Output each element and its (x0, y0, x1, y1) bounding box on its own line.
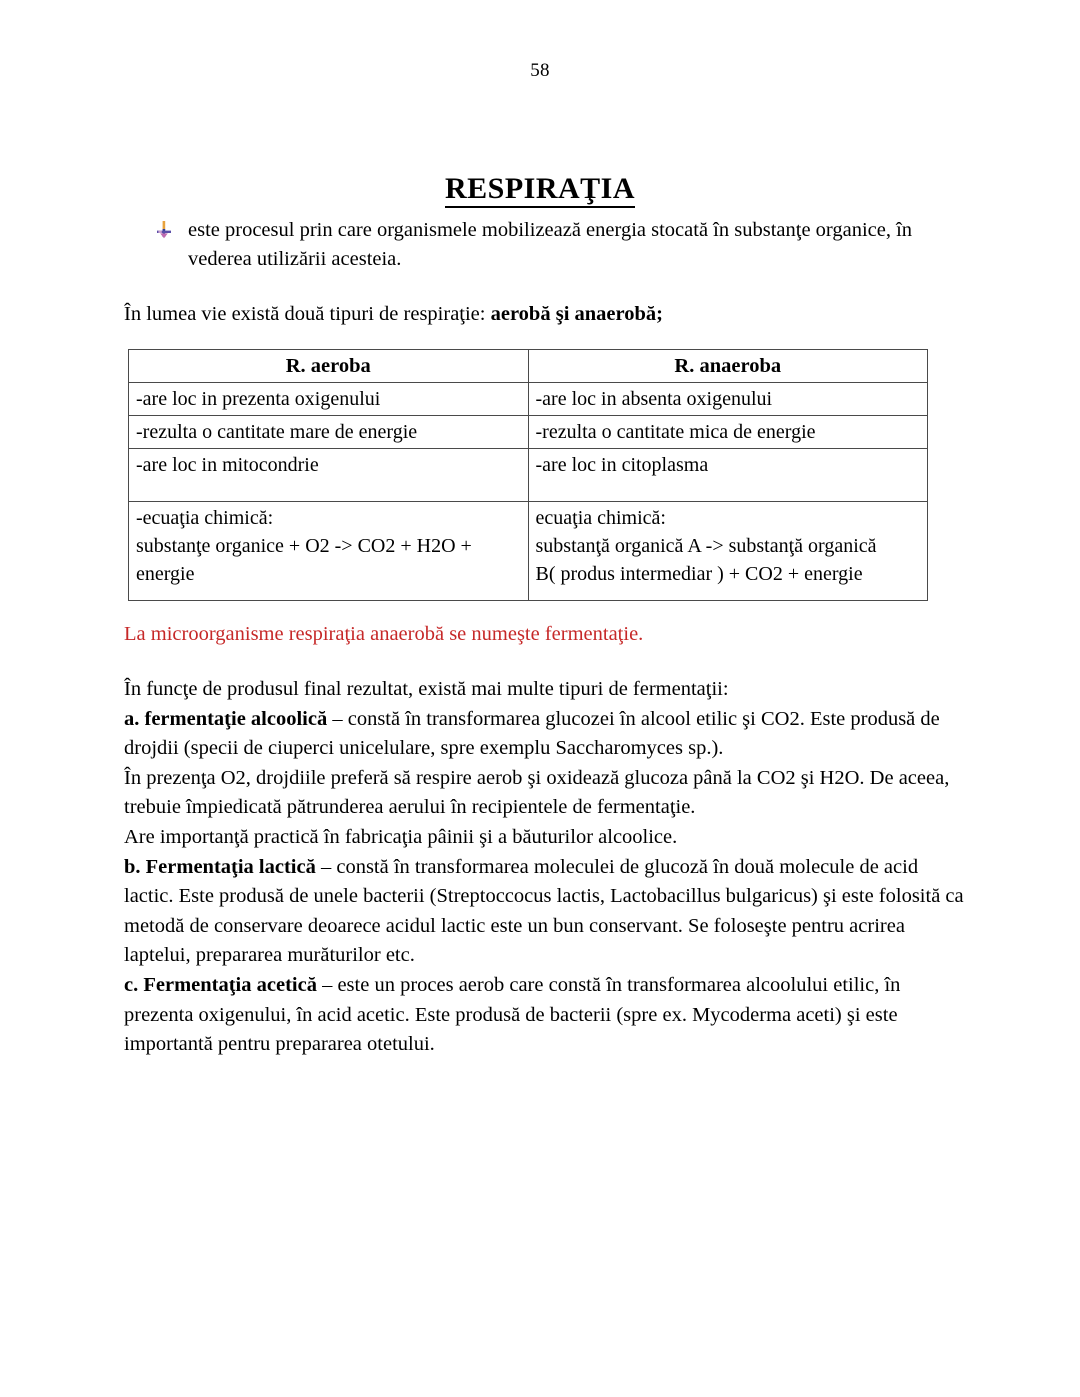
table-cell: -are loc in prezenta oxigenului (129, 383, 529, 416)
table-row (129, 416, 928, 449)
table-header-row (129, 350, 928, 383)
equation-line: substanţă organică A -> substanţă organică (535, 535, 877, 557)
fermentation-item-c-text: – este un proces aerob care constă în transformarea alcoolului etilic, în prezenta oxigenului, în acid acetic. Este produsă de bacterii (spre ex. Mycoderma aceti) şi este importantă pentru prepararea otetului. (124, 973, 901, 1056)
table-row (129, 383, 928, 416)
page-number: 58 (530, 60, 550, 81)
respiration-comparison-table (128, 349, 928, 601)
list-item-text: este procesul prin care organismele mobilizează energia stocată în substanţe organice, în vederea utilizării acesteia. (188, 219, 913, 270)
intro-section (124, 216, 956, 330)
fermentation-item-a-label: a. fermentaţie alcoolică (124, 707, 328, 730)
equation-line: -ecuaţia chimică: (136, 507, 274, 529)
table-cell: -rezulta o cantitate mare de energie (129, 416, 529, 449)
fermentation-item-c (124, 971, 964, 1060)
table-row-equations (129, 502, 928, 601)
fermentation-body (124, 675, 964, 1060)
equation-line: energie (136, 563, 195, 585)
fermentation-item-b-text: – constă în transformarea moleculei de glucoză în două molecule de acid lactic. Este produsă de unele bacterii (Streptoccocus lactis, Lactobacillus bulgaricus) şi este folosită ca metodă de conservare deoarece acidul lactic este un bun conservant. Se foloseşte pentru acrirea laptelui, prepararea murăturilor etc. (124, 855, 964, 967)
table-header-aeroba: R. aeroba (129, 350, 529, 383)
highlighted-note: La microorganisme respiraţia anaerobă se numeşte fermentaţie. (124, 623, 644, 645)
table-cell: -rezulta o cantitate mica de energie (528, 416, 928, 449)
equation-line: ecuaţia chimică: (535, 507, 666, 529)
equation-line: substanţe organice + O2 -> CO2 + H2O + (136, 535, 472, 557)
fermentation-item-b (124, 853, 964, 971)
table-cell-equation-aeroba (129, 502, 529, 601)
list-item (156, 216, 956, 274)
table-row (129, 449, 928, 502)
page-title (0, 172, 1080, 206)
table-cell-equation-anaeroba (528, 502, 928, 601)
paragraph-importance: Are importanţă practică în fabricaţia pâinii şi a băuturilor alcoolice. (124, 825, 678, 848)
arrow-bullet-icon (156, 221, 172, 243)
table-cell: -are loc in citoplasma (528, 449, 928, 502)
body-intro: În funcţe de produsul final rezultat, există mai multe tipuri de fermentaţii: (124, 678, 729, 700)
table-cell: -are loc in absenta oxigenului (528, 383, 928, 416)
equation-line: B( produs intermediar ) + CO2 + energie (535, 563, 863, 585)
table-header-anaeroba: R. anaeroba (528, 350, 928, 383)
fermentation-item-b-label: b. Fermentaţia lactică (124, 855, 316, 878)
page-title-text: RESPIRAŢIA (445, 172, 635, 208)
fermentation-item-a-text: – constă în transformarea glucozei în alcool etilic şi CO2. Este produsă de drojdii (specii de ciuperci unicelulare, spre exemplu Saccharomyces sp.). (124, 707, 940, 760)
fermentation-item-c-label: c. Fermentaţia acetică (124, 973, 317, 996)
intro-line (124, 300, 956, 330)
fermentation-item-a (124, 705, 964, 764)
paragraph-oxygen: În prezenţa O2, drojdiile preferă să respire aerob şi oxidează glucoza până la CO2 şi H2O. De aceea, trebuie împiedicată pătrunderea aerului în recipientele de fermentaţie. (124, 766, 950, 819)
intro-line-bold: aerobă şi anaerobă; (490, 303, 663, 325)
intro-line-plain: În lumea vie există două tipuri de respiraţie: (124, 303, 491, 325)
table-cell: -are loc in mitocondrie (129, 449, 529, 502)
